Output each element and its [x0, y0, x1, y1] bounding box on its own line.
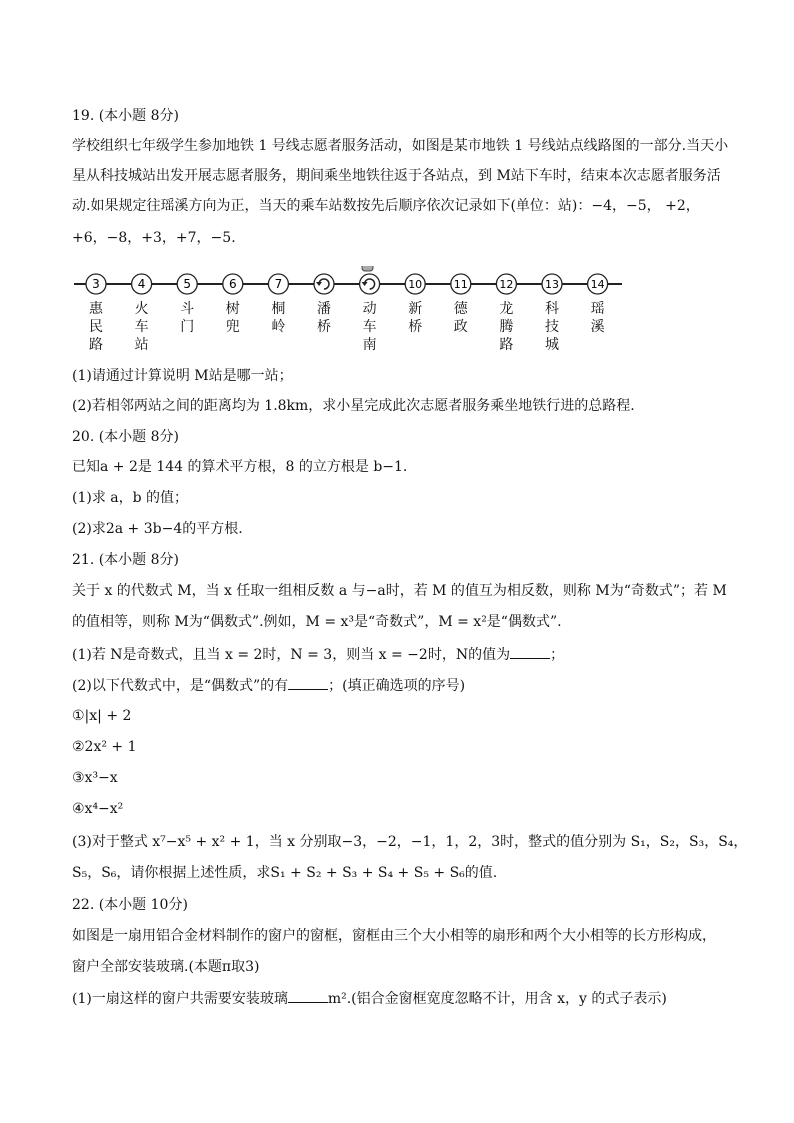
- q19-sub2: (2)若相邻两站之间的距离均为 1.8km，求小星完成此次志愿者服务乘坐地铁行进的总路程.: [72, 398, 635, 414]
- answer-blank[interactable]: [510, 645, 550, 659]
- q21-option-2: ②2x² + 1: [72, 739, 137, 755]
- q19-sub1: (1)请通过计算说明 M站是哪一站；: [72, 368, 293, 384]
- q21-sub2-end: ；(填正确选项的序号): [328, 678, 466, 694]
- q19-text-line-3: 动.如果规定往瑶溪方向为正，当天的乘车站数按先后顺序依次记录如下(单位：站)：−4，−5， +2，: [72, 198, 700, 214]
- metro-line-diagram: [70, 266, 630, 358]
- q19-text-line-4: +6，−8，+3，+7，−5.: [72, 230, 236, 246]
- q21-sub1: [72, 645, 564, 664]
- station-name: 科 技 城: [545, 301, 559, 353]
- station-number: 11: [453, 278, 468, 291]
- q21-option-3: ③x³−x: [72, 770, 118, 786]
- station-number: 5: [183, 277, 192, 291]
- station-number: 14: [590, 278, 605, 291]
- answer-blank[interactable]: [288, 676, 328, 690]
- station-number: 12: [499, 278, 514, 291]
- q22-text-line-2: 窗户全部安装玻璃.(本题π取3): [72, 959, 260, 975]
- station-name: 动 车 南: [362, 301, 377, 353]
- station-number: 4: [137, 277, 146, 291]
- q21-text-line-1: 关于 x 的代数式 M，当 x 任取一组相反数 a 与−a时，若 M 的值互为相反数，则称 M为“奇数式”；若 M: [72, 583, 727, 599]
- station-number: 13: [545, 278, 559, 291]
- q21-sub1-text: (1)若 N是奇数式，且当 x = 2时，N = 3，则当 x = −2时，N的值为: [72, 647, 511, 663]
- q21-sub1-end: ；: [550, 647, 565, 663]
- q21-sub3-line-2: S₅，S₆，请你根据上述性质，求S₁ + S₂ + S₃ + S₄ + S₅ + S₆的值.: [72, 865, 498, 881]
- metro-line-svg: [70, 266, 630, 296]
- q20-header: 20. (本小题 8分): [72, 429, 179, 445]
- answer-blank[interactable]: [288, 989, 328, 1003]
- station-name: 瑶 溪: [590, 301, 605, 335]
- station-name: 惠 民 路: [89, 301, 103, 353]
- station-name: 新 桥: [408, 301, 423, 335]
- station-number: 3: [92, 277, 100, 291]
- q20-sub2: (2)求2a + 3b−4的平方根.: [72, 521, 243, 537]
- station-number: 7: [274, 277, 283, 291]
- q19-header: 19. (本小题 8分): [72, 108, 179, 124]
- q21-header: 21. (本小题 8分): [72, 552, 179, 568]
- station-name: 火 车 站: [134, 301, 149, 353]
- q22-text-line-1: 如图是一扇用铝合金材料制作的窗户的窗框，窗框由三个大小相等的扇形和两个大小相等的长方形构成，: [72, 928, 716, 944]
- q21-text-line-2: 的值相等，则称 M为“偶数式”.例如，M = x³是“奇数式”，M = x²是“偶数式”.: [72, 614, 562, 630]
- train-marker-icon: [362, 266, 373, 271]
- q21-sub2: [72, 676, 465, 695]
- station-name: 龙 腾 路: [499, 301, 514, 353]
- q21-option-1: ①|x| + 2: [72, 708, 132, 724]
- station-circle: [314, 274, 334, 294]
- station-name: 德 政: [453, 301, 468, 335]
- station-name: 斗 门: [180, 301, 195, 335]
- station-name: 树 兜: [225, 301, 240, 335]
- station-circle: [360, 274, 380, 294]
- q22-header: 22. (本小题 10分): [72, 897, 188, 913]
- station-number: 10: [408, 278, 423, 291]
- q19-text-line-2: 星从科技城站出发开展志愿者服务，期间乘坐地铁往返于各站点，到 M站下车时，结束本次志愿者服务活: [72, 168, 721, 184]
- q20-text-line-1: 已知a + 2是 144 的算术平方根，8 的立方根是 b−1.: [72, 459, 408, 475]
- station-name: 桐 岭: [271, 301, 286, 335]
- q21-sub3-line-1: (3)对于整式 x⁷−x⁵ + x² + 1，当 x 分别取−3，−2，−1，1，2，3时，整式的值分别为 S₁，S₂，S₃，S₄，: [72, 834, 748, 850]
- q21-sub2-text: (2)以下代数式中，是“偶数式”的有: [72, 678, 289, 694]
- q22-sub1: [72, 989, 667, 1008]
- station-name: 潘 桥: [317, 301, 331, 335]
- station-number: 6: [228, 277, 237, 291]
- q20-sub1: (1)求 a，b 的值；: [72, 490, 189, 506]
- q22-sub1-text: (1)一扇这样的窗户共需要安装玻璃: [72, 991, 288, 1007]
- q22-sub1-end: m².(铝合金窗框宽度忽略不计，用含 x，y 的式子表示): [327, 991, 667, 1007]
- q21-option-4: ④x⁴−x²: [72, 801, 124, 817]
- q19-text-line-1: 学校组织七年级学生参加地铁 1 号线志愿者服务活动，如图是某市地铁 1 号线站点线路图的一部分.当天小: [72, 138, 729, 154]
